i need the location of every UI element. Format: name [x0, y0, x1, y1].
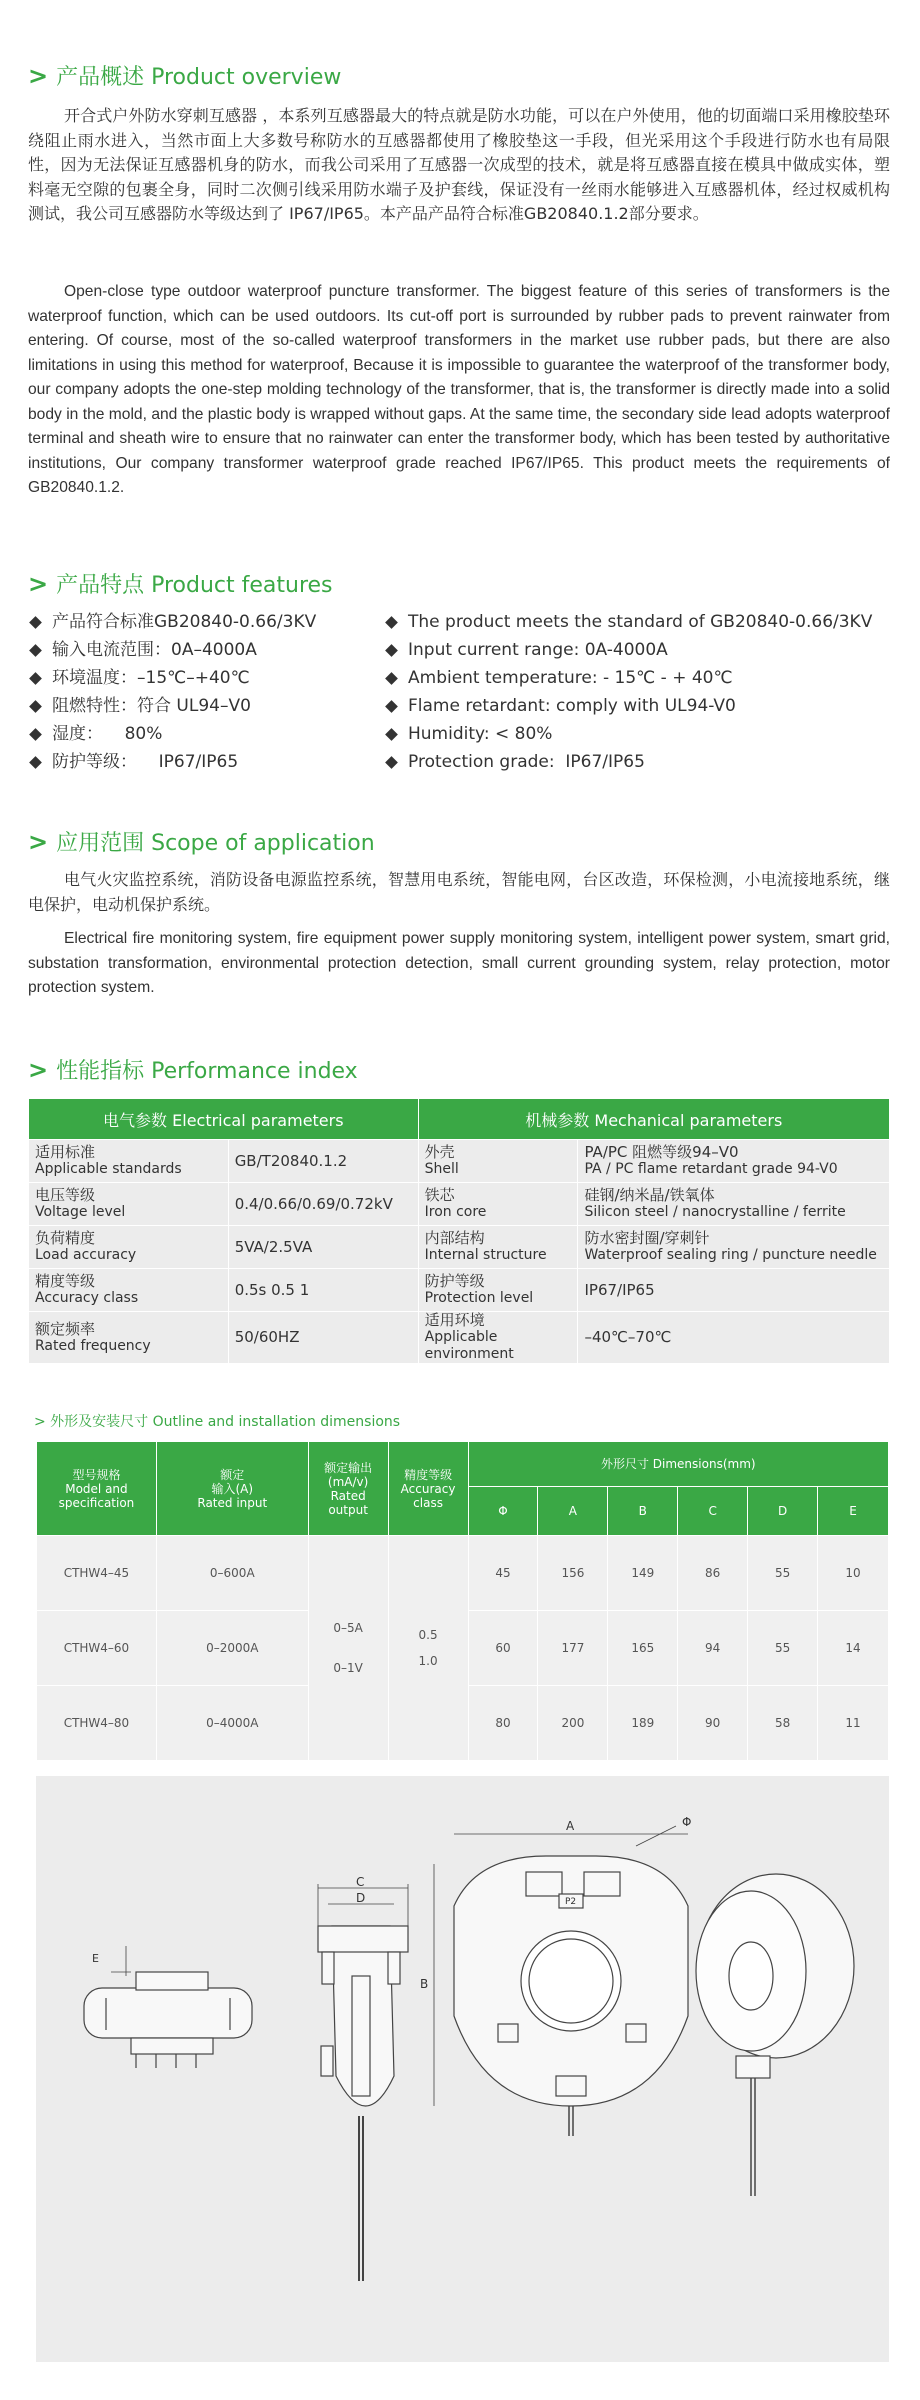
accuracy-cell: 0.5 1.0	[388, 1536, 468, 1761]
input-cell: 0–4000A	[156, 1686, 308, 1761]
output-header: 额定输出 (mA/v) Rated output	[308, 1442, 388, 1536]
mechanical-label: 铁芯 Iron core	[418, 1183, 578, 1226]
electrical-value: 0.4/0.66/0.69/0.72kV	[228, 1183, 418, 1226]
electrical-label: 电压等级 Voltage level	[29, 1183, 229, 1226]
input-cell: 0–2000A	[156, 1611, 308, 1686]
dimension-cell: 55	[748, 1611, 818, 1686]
diamond-bullet-icon	[29, 728, 42, 741]
feature-item: Protection grade: IP67/IP65	[384, 748, 872, 776]
dimension-column-header: A	[538, 1487, 608, 1536]
dimension-cell: 149	[608, 1536, 678, 1611]
label-d: D	[356, 1891, 366, 1905]
features-zh-column	[28, 608, 316, 776]
label-a: A	[566, 1819, 575, 1833]
feature-item: 防护等级： IP67/IP65	[28, 748, 316, 776]
features-title: > 产品特点 Product features	[28, 569, 333, 598]
dimension-cell: 86	[678, 1536, 748, 1611]
electrical-label: 精度等级 Accuracy class	[29, 1269, 229, 1312]
outline-drawing	[36, 1776, 889, 2362]
dimensions-title: > 外形及安装尺寸 Outline and installation dimensions	[34, 1414, 401, 1430]
overview-title: > 产品概述 Product overview	[28, 61, 342, 90]
mechanical-label: 适用环境 Applicable environment	[418, 1312, 578, 1364]
dimensions-table	[36, 1441, 889, 1761]
dimension-cell: 200	[538, 1686, 608, 1761]
dimension-cell: 60	[468, 1611, 538, 1686]
overview-zh: 开合式户外防水穿刺互感器 ，本系列互感器最大的特点就是防水功能，可以在户外使用，他的切面端口采用橡胶垫环绕阻止雨水进入，当然市面上大多数号称防水的互感器都使用了橡胶垫这一手段，但光采用这个手段进行防水也有局限性，因为无法保证互感器机身的防水，而我公司采用了互感器一次成型的技术，就是将互感器直接在模具中做成实体，塑料毫无空隙的包裹全身，同时二次侧引线采用防水端子及护套线，保证没有一丝雨水能够进入互感器机体，经过权威机构测试，我公司互感器防水等级达到了 IP67/IP65。本产品产品符合标准GB20840.1.2部分要求。	[28, 106, 890, 223]
electrical-value: 0.5s 0.5 1	[228, 1269, 418, 1312]
feature-item: Humidity: < 80%	[384, 720, 872, 748]
electrical-value: 5VA/2.5VA	[228, 1226, 418, 1269]
feature-item: 产品符合标准GB20840-0.66/3KV	[28, 608, 316, 636]
electrical-label: 适用标准 Applicable standards	[29, 1140, 229, 1183]
label-e: E	[92, 1952, 99, 1965]
diamond-bullet-icon	[385, 644, 398, 657]
side-view-drawing	[318, 1884, 408, 2281]
output-cell: 0–5A 0–1V	[308, 1536, 388, 1761]
mechanical-value: PA/PC 阻燃等级94–V0 PA / PC flame retardant grade 94-V0	[578, 1140, 890, 1183]
performance-table	[28, 1098, 890, 1364]
dimension-cell: 10	[818, 1536, 889, 1611]
mechanical-value: 硅钢/纳米晶/铁氧体 Silicon steel / nanocrystalline / ferrite	[578, 1183, 890, 1226]
feature-item: Flame retardant: comply with UL94-V0	[384, 692, 872, 720]
dimension-column-header: Φ	[468, 1487, 538, 1536]
mechanical-value: –40℃–70℃	[578, 1312, 890, 1364]
diamond-bullet-icon	[385, 700, 398, 713]
diamond-bullet-icon	[29, 700, 42, 713]
electrical-value: 50/60HZ	[228, 1312, 418, 1364]
dimension-column-header: B	[608, 1487, 678, 1536]
dimension-column-header: C	[678, 1487, 748, 1536]
chevron-right-icon: >	[28, 569, 49, 598]
label-p2: P2	[565, 1897, 577, 1907]
dimension-cell: 189	[608, 1686, 678, 1761]
electrical-label: 负荷精度 Load accuracy	[29, 1226, 229, 1269]
dimension-cell: 177	[538, 1611, 608, 1686]
feature-item: The product meets the standard of GB20840-0.66/3KV	[384, 608, 872, 636]
performance-row	[29, 1312, 890, 1364]
feature-item: Input current range: 0A-4000A	[384, 636, 872, 664]
dimension-row	[37, 1536, 889, 1611]
mechanical-label: 防护等级 Protection level	[418, 1269, 578, 1312]
top-view-drawing	[84, 1946, 252, 2068]
diamond-bullet-icon	[385, 728, 398, 741]
dimension-cell: 58	[748, 1686, 818, 1761]
dimension-cell: 11	[818, 1686, 889, 1761]
performance-row	[29, 1140, 890, 1183]
dimension-cell: 90	[678, 1686, 748, 1761]
scope-en: Electrical fire monitoring system, fire equipment power supply monitoring system, intelligent power system, smart grid, substation transformation, environmental protection detection, small current grounding system, relay protection, motor protection system.	[28, 930, 890, 996]
mechanical-value: 防水密封圈/穿刺针 Waterproof sealing ring / puncture needle	[578, 1226, 890, 1269]
feature-item: 阻燃特性：符合 UL94–V0	[28, 692, 316, 720]
dimension-cell: 165	[608, 1611, 678, 1686]
diamond-bullet-icon	[29, 672, 42, 685]
performance-row	[29, 1183, 890, 1226]
perspective-view-drawing	[696, 1874, 854, 2196]
label-b: B	[420, 1977, 429, 1991]
feature-item: Ambient temperature: - 15℃ - + 40℃	[384, 664, 872, 692]
input-header: 额定 输入(A) Rated input	[156, 1442, 308, 1536]
input-cell: 0–600A	[156, 1536, 308, 1611]
label-c: C	[356, 1875, 365, 1889]
chevron-right-icon: >	[28, 827, 49, 856]
feature-item: 湿度： 80%	[28, 720, 316, 748]
feature-item: 环境温度：–15℃–+40℃	[28, 664, 316, 692]
dimensions-header: 外形尺寸 Dimensions(mm)	[468, 1442, 888, 1487]
dimension-cell: 55	[748, 1536, 818, 1611]
dimension-cell: 156	[538, 1536, 608, 1611]
diamond-bullet-icon	[385, 616, 398, 629]
dimension-column-header: E	[818, 1487, 889, 1536]
electrical-value: GB/T20840.1.2	[228, 1140, 418, 1183]
model-header: 型号规格 Model and specification	[37, 1442, 157, 1536]
dimension-cell: 45	[468, 1536, 538, 1611]
scope-title: > 应用范围 Scope of application	[28, 827, 375, 856]
front-view-drawing	[434, 1826, 688, 2136]
feature-item: 输入电流范围：0A–4000A	[28, 636, 316, 664]
performance-title: > 性能指标 Performance index	[28, 1055, 358, 1084]
dimension-cell: 94	[678, 1611, 748, 1686]
label-phi: Φ	[682, 1815, 692, 1829]
outline-diagram	[36, 1776, 889, 2362]
performance-row	[29, 1226, 890, 1269]
features-en-column	[384, 608, 872, 776]
model-cell: CTHW4–60	[37, 1611, 157, 1686]
dimension-cell: 14	[818, 1611, 889, 1686]
performance-row	[29, 1269, 890, 1312]
diamond-bullet-icon	[385, 672, 398, 685]
diamond-bullet-icon	[29, 644, 42, 657]
model-cell: CTHW4–45	[37, 1536, 157, 1611]
mechanical-label: 内部结构 Internal structure	[418, 1226, 578, 1269]
diamond-bullet-icon	[385, 756, 398, 769]
electrical-label: 额定频率 Rated frequency	[29, 1312, 229, 1364]
mechanical-header: 机械参数 Mechanical parameters	[418, 1099, 889, 1140]
accuracy-header: 精度等级 Accuracy class	[388, 1442, 468, 1536]
electrical-header: 电气参数 Electrical parameters	[29, 1099, 419, 1140]
diamond-bullet-icon	[29, 616, 42, 629]
dimension-column-header: D	[748, 1487, 818, 1536]
mechanical-value: IP67/IP65	[578, 1269, 890, 1312]
diamond-bullet-icon	[29, 756, 42, 769]
chevron-right-icon: >	[28, 1055, 49, 1084]
overview-en: Open-close type outdoor waterproof puncture transformer. The biggest feature of this series of transformers is the waterproof function, which can be used outdoors. Its cut-off port is surrounded by rubber pads to prevent rainwater from entering. Of course, most of the so-called waterproof transformers in the market use rubber pads, but there are also limitations in using this method for waterproof, Because it is impossible to guarantee the waterproof of the transformer body, our company adopts the one-step molding technology of the transformer, that is, the transformer is directly made into a solid body in the mold, and the plastic body is wrapped without gaps. At the same time, the secondary side lead adopts waterproof terminal and sheath wire to ensure that no rainwater can enter the transformer body, which has been tested by authoritative institutions, Our company transformer waterproof grade reached IP67/IP65. This product meets the requirements of GB20840.1.2.	[28, 283, 890, 496]
scope-zh: 电气火灾监控系统，消防设备电源监控系统，智慧用电系统，智能电网，台区改造，环保检测，小电流接地系统，继电保护，电动机保护系统。	[28, 870, 890, 914]
dimension-cell: 80	[468, 1686, 538, 1761]
mechanical-label: 外壳 Shell	[418, 1140, 578, 1183]
model-cell: CTHW4–80	[37, 1686, 157, 1761]
chevron-right-icon: >	[28, 61, 49, 90]
